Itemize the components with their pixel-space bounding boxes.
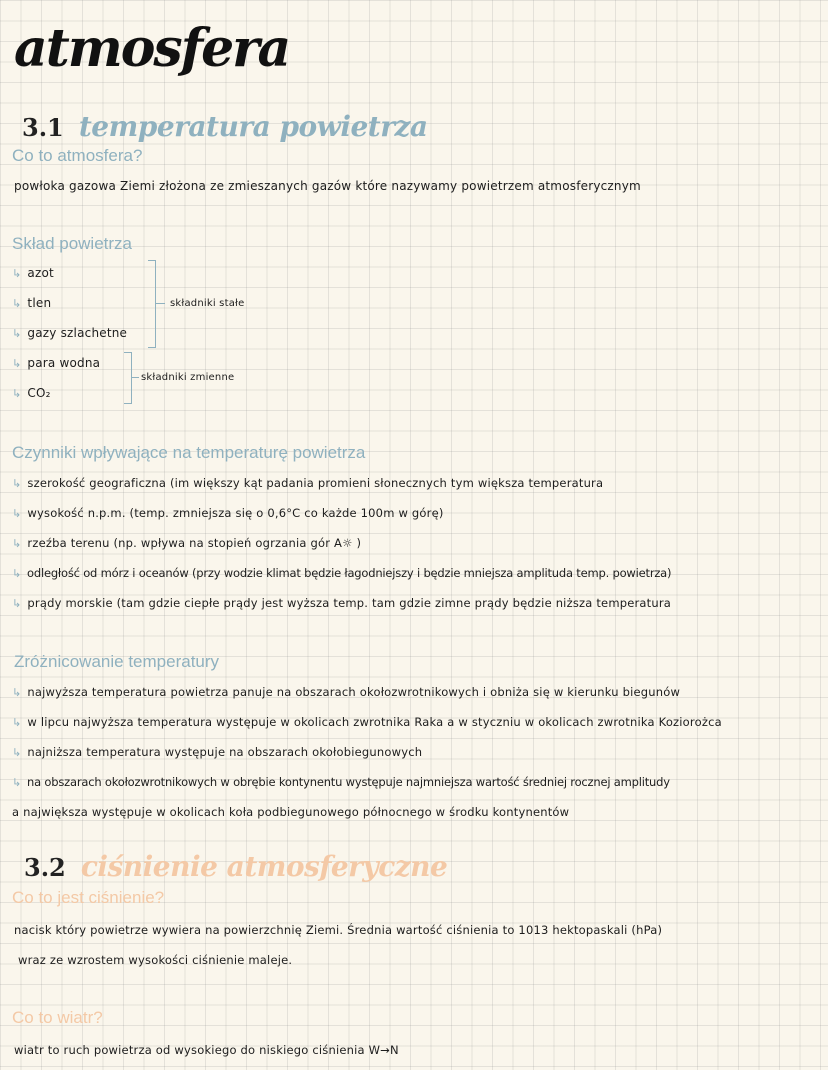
section-title: ciśnienie atmosferyczne bbox=[80, 850, 448, 883]
section-number: 3.1 bbox=[22, 113, 64, 142]
heading-czynniki: Czynniki wpływające na temperaturę powietrza bbox=[12, 443, 366, 462]
section-title: temperatura powietrza bbox=[78, 110, 428, 143]
list-item: ↳ azot bbox=[12, 266, 54, 280]
curved-arrow-icon: ↳ bbox=[12, 716, 22, 729]
answer-cisnienie-line1: nacisk który powietrze wywiera na powierzchnię Ziemi. Średnia wartość ciśnienia to 1013 hektopaskali (hPa) bbox=[14, 923, 663, 937]
curved-arrow-icon: ↳ bbox=[12, 477, 22, 490]
curved-arrow-icon: ↳ bbox=[12, 357, 22, 370]
curved-arrow-icon: ↳ bbox=[12, 507, 22, 520]
list-item: ↳ szerokość geograficzna (im większy kąt padania promieni słonecznych tym większa temperatura bbox=[12, 476, 604, 490]
list-item: ↳ gazy szlachetne bbox=[12, 326, 128, 340]
list-item: ↳ najwyższa temperatura powietrza panuje na obszarach okołozwrotnikowych i obniża się w kierunku biegunów bbox=[12, 685, 681, 699]
section-header-3-1 bbox=[22, 110, 428, 143]
bracket-tick bbox=[155, 303, 165, 304]
list-item: ↳ prądy morskie (tam gdzie ciepłe prądy jest wyższa temp. tam gdzie zimne prądy będzie niższa temperatura bbox=[12, 596, 672, 610]
list-item: ↳ tlen bbox=[12, 296, 52, 310]
heading-co-to-atmosfera: Co to atmosfera? bbox=[12, 146, 143, 165]
list-item: ↳ wysokość n.p.m. (temp. zmniejsza się o 0,6°C co każde 100m w górę) bbox=[12, 506, 444, 520]
list-item: ↳ CO₂ bbox=[12, 386, 51, 400]
answer-wiatr: wiatr to ruch powietrza od wysokiego do niskiego ciśnienia W→N bbox=[14, 1043, 399, 1057]
page-title: atmosfera bbox=[14, 18, 290, 79]
heading-co-to-wiatr: Co to wiatr? bbox=[12, 1008, 103, 1027]
curved-arrow-icon: ↳ bbox=[12, 267, 22, 280]
curved-arrow-icon: ↳ bbox=[12, 567, 22, 580]
list-item: ↳ rzeźba terenu (np. wpływa na stopień ogrzania gór A☼ ) bbox=[12, 536, 362, 550]
section-number: 3.2 bbox=[24, 853, 66, 882]
answer-atmosfera: powłoka gazowa Ziemi złożona ze zmieszanych gazów które nazywamy powietrzem atmosferycznym bbox=[14, 179, 641, 193]
answer-cisnienie-line2: wraz ze wzrostem wysokości ciśnienie maleje. bbox=[18, 953, 293, 967]
curved-arrow-icon: ↳ bbox=[12, 597, 22, 610]
curved-arrow-icon: ↳ bbox=[12, 686, 22, 699]
curved-arrow-icon: ↳ bbox=[12, 537, 22, 550]
label-skladniki-zmienne: składniki zmienne bbox=[141, 372, 235, 383]
list-item: ↳ na obszarach okołozwrotnikowych w obrębie kontynentu występuje najmniejsza wartość średniej rocznej amplitudy bbox=[12, 775, 670, 789]
list-item: ↳ odległość od mórz i oceanów (przy wodzie klimat będzie łagodniejszy i będzie mniejsza amplituda temp. powietrza) bbox=[12, 566, 672, 580]
curved-arrow-icon: ↳ bbox=[12, 387, 22, 400]
list-item: ↳ para wodna bbox=[12, 356, 101, 370]
curved-arrow-icon: ↳ bbox=[12, 746, 22, 759]
list-item-continuation: a największa występuje w okolicach koła podbiegunowego północnego w środku kontynentów bbox=[12, 805, 570, 819]
bracket-tick bbox=[131, 377, 139, 378]
curved-arrow-icon: ↳ bbox=[12, 297, 22, 310]
curved-arrow-icon: ↳ bbox=[12, 776, 22, 789]
heading-zroznicowanie: Zróżnicowanie temperatury bbox=[14, 652, 220, 671]
label-skladniki-stale: składniki stałe bbox=[170, 298, 245, 309]
section-header-3-2 bbox=[24, 850, 447, 883]
heading-sklad-powietrza: Skład powietrza bbox=[12, 234, 133, 253]
curved-arrow-icon: ↳ bbox=[12, 327, 22, 340]
list-item: ↳ najniższa temperatura występuje na obszarach okołobiegunowych bbox=[12, 745, 423, 759]
heading-co-to-cisnienie: Co to jest ciśnienie? bbox=[12, 888, 165, 907]
list-item: ↳ w lipcu najwyższa temperatura występuje w okolicach zwrotnika Raka a w styczniu w okolicach zwrotnika Koziorożca bbox=[12, 715, 722, 729]
